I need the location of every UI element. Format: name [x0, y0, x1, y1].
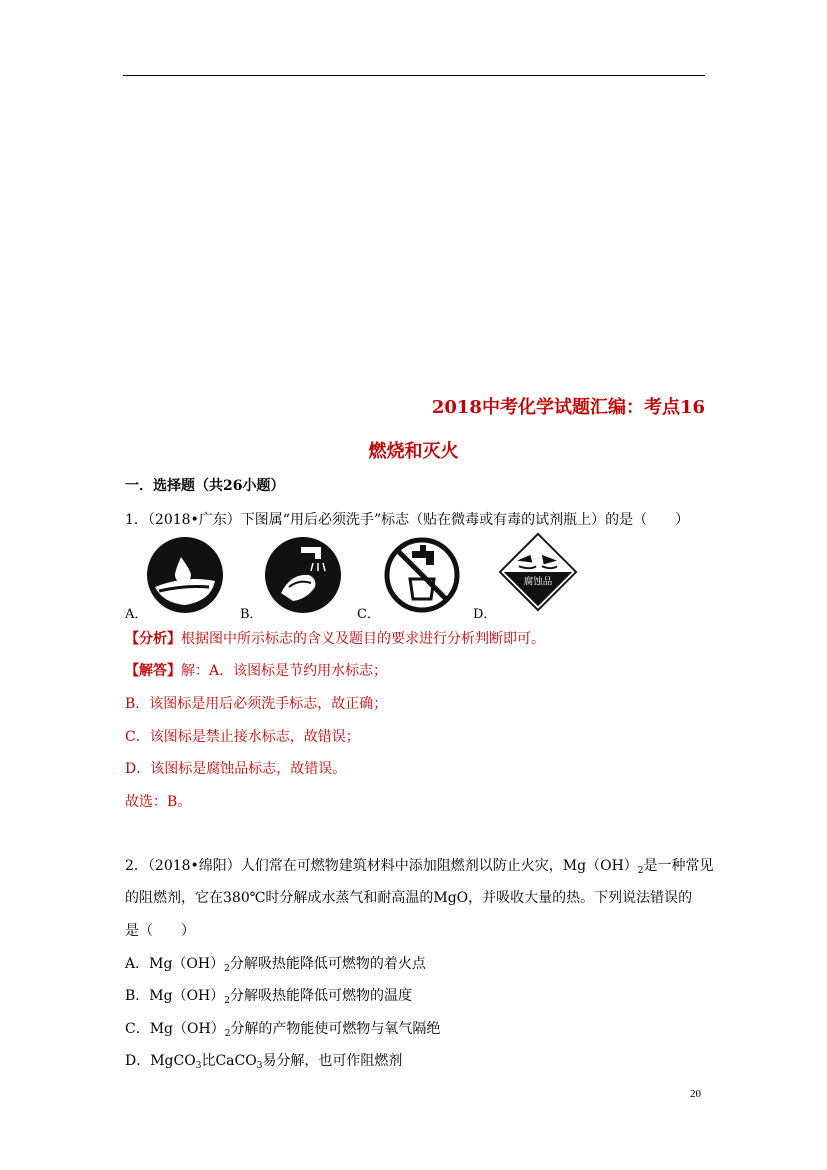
q2-option-a	[125, 953, 426, 974]
q1-option-b-label: B．	[240, 607, 263, 622]
analysis-text: 根据图中所示标志的含义及题目的要求进行分析判断即可。	[181, 631, 545, 647]
q2-option-c	[125, 1018, 440, 1039]
header-rule	[123, 75, 705, 76]
corrosive-icon	[498, 532, 578, 612]
q2-stem-tail: 是一种常见	[643, 858, 714, 874]
subscript: 3	[256, 1061, 263, 1071]
q2-option-d	[125, 1050, 402, 1071]
option-text: 比CaCO	[201, 1053, 257, 1069]
page-number: 20	[690, 1088, 701, 1100]
subscript: 3	[195, 1061, 202, 1071]
option-text: 分解吸热能降低可燃物的温度	[230, 988, 413, 1004]
subscript: 2	[224, 1029, 231, 1039]
q1-option-d-label: D．	[473, 607, 497, 622]
option-text: B．Mg（OH）	[125, 988, 225, 1004]
corrosive-icon-text: 腐蚀品	[523, 576, 553, 588]
wash-hands-icon	[263, 535, 343, 615]
page-title: 2018中考化学试题汇编：考点16	[431, 397, 705, 418]
option-text: A．Mg（OH）	[125, 956, 225, 972]
page-subtitle: 燃烧和灭火	[368, 441, 459, 462]
option-text: C．Mg（OH）	[125, 1021, 225, 1037]
subscript: 2	[224, 996, 231, 1006]
q2-stem-line2: 的阻燃剂，它在380℃时分解成水蒸气和耐高温的MgO，并吸收大量的热。下列说法错误的	[125, 890, 693, 906]
q2-option-b	[125, 985, 412, 1006]
answer-tag: 【解答】	[125, 663, 181, 679]
q1-choice: 故选：B。	[125, 794, 192, 810]
subscript: 2	[224, 964, 230, 974]
option-text: 分解吸热能降低可燃物的着火点	[229, 956, 426, 972]
q2-stem-text: 2．（2018•绵阳）人们常在可燃物建筑材料中添加阻燃剂以防止火灾，Mg（OH）	[125, 858, 638, 874]
q1-answer-d: D．该图标是腐蚀品标志，故错误。	[125, 761, 347, 777]
q1-answer-c: C．该图标是禁止接水标志，故错误；	[125, 729, 360, 745]
q2-stem-line3: 是（ ）	[125, 923, 195, 939]
q1-stem: 1．（2018•广东）下图属“用后必须洗手”标志（贴在微毒或有毒的试剂瓶上）的是（ ）	[125, 512, 690, 528]
option-text: 分解的产物能使可燃物与氧气隔绝	[230, 1021, 441, 1037]
option-text: 易分解，也可作阻燃剂	[262, 1053, 403, 1069]
analysis-tag: 【分析】	[125, 631, 181, 647]
option-text: D．MgCO	[125, 1053, 196, 1069]
no-water-tap-icon	[382, 535, 462, 615]
q1-answer-b: B．该图标是用后必须洗手标志，故正确；	[125, 696, 388, 712]
q1-answer-a	[125, 660, 387, 680]
water-drop-hand-icon	[145, 535, 225, 615]
answer-a-text: 解：A．该图标是节约用水标志；	[181, 663, 388, 679]
q2-stem-line1	[125, 855, 714, 876]
subscript: 2	[637, 866, 644, 876]
section-heading: 一．选择题（共26小题）	[125, 478, 285, 494]
q1-option-a-label: A．	[125, 607, 148, 622]
q1-option-c-label: C．	[357, 607, 380, 622]
q1-analysis	[125, 628, 545, 648]
